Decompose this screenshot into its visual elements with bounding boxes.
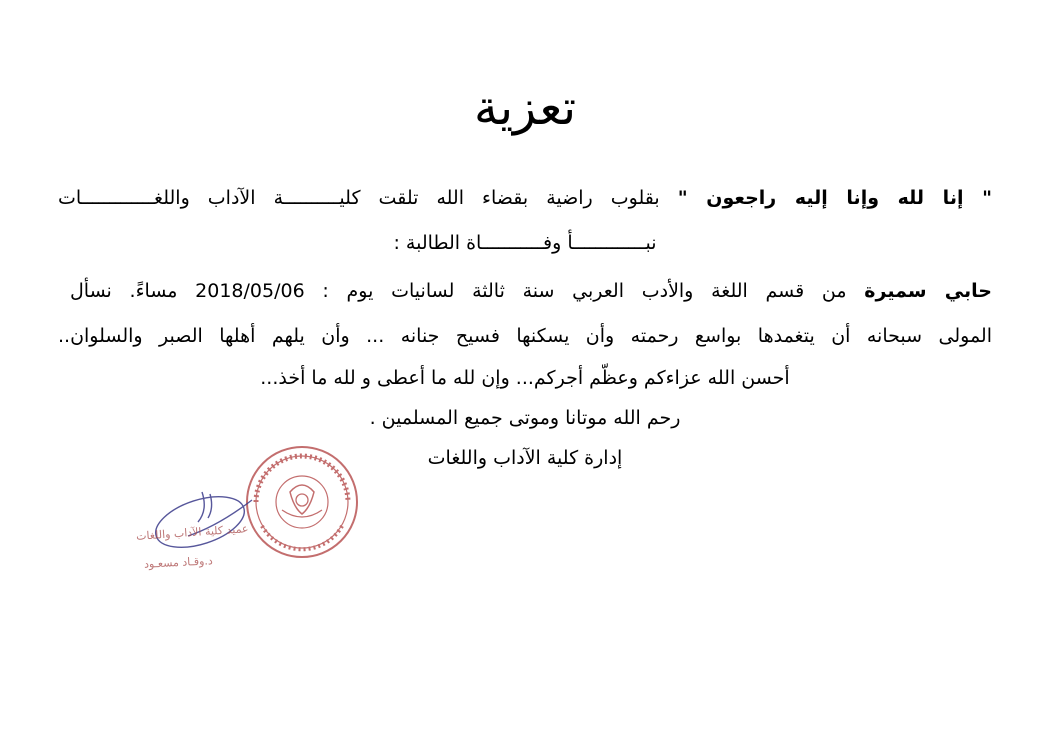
deceased-details: من قسم اللغة والأدب العربي سنة ثالثة لسانيات يوم : 2018/05/06 مساءً. نسأل: [70, 280, 865, 302]
deceased-name: حابي سميرة: [864, 280, 992, 302]
mercy-line: رحم الله موتانا وموتى جميع المسلمين .: [369, 407, 681, 429]
announcement-line: نبـــــــــــــأ وفـــــــــــاة الطالبة :: [393, 232, 657, 254]
document-title: تعزية: [473, 80, 577, 136]
stamp-signer-title: عميد كلية الآداب واللغات: [135, 522, 249, 543]
prayer-line: المولى سبحانه أن يتغمدها بواسع رحمته وأن يسكنها فسيح جنانه ... وأن يلهم أهلها الصبر والسلوان..: [58, 325, 992, 347]
deceased-line: [70, 276, 992, 306]
opening-line: [58, 183, 992, 213]
condolence-line: أحسن الله عزاءكم وعظّم أجركم... وإن لله ما أعطى و لله ما أخذ...: [260, 367, 790, 389]
official-stamp: [130, 440, 370, 590]
quran-quote: " إنا لله وإنا إليه راجعون ": [677, 187, 992, 209]
stamp-signer-name: د.وقـاد مسعـود: [143, 554, 214, 571]
signature-line: إدارة كلية الآداب واللغات: [427, 447, 623, 469]
opening-line-text: بقلوب راضية بقضاء الله تلقت كليــــــــــة الآداب واللغـــــــــــــات: [58, 187, 678, 209]
